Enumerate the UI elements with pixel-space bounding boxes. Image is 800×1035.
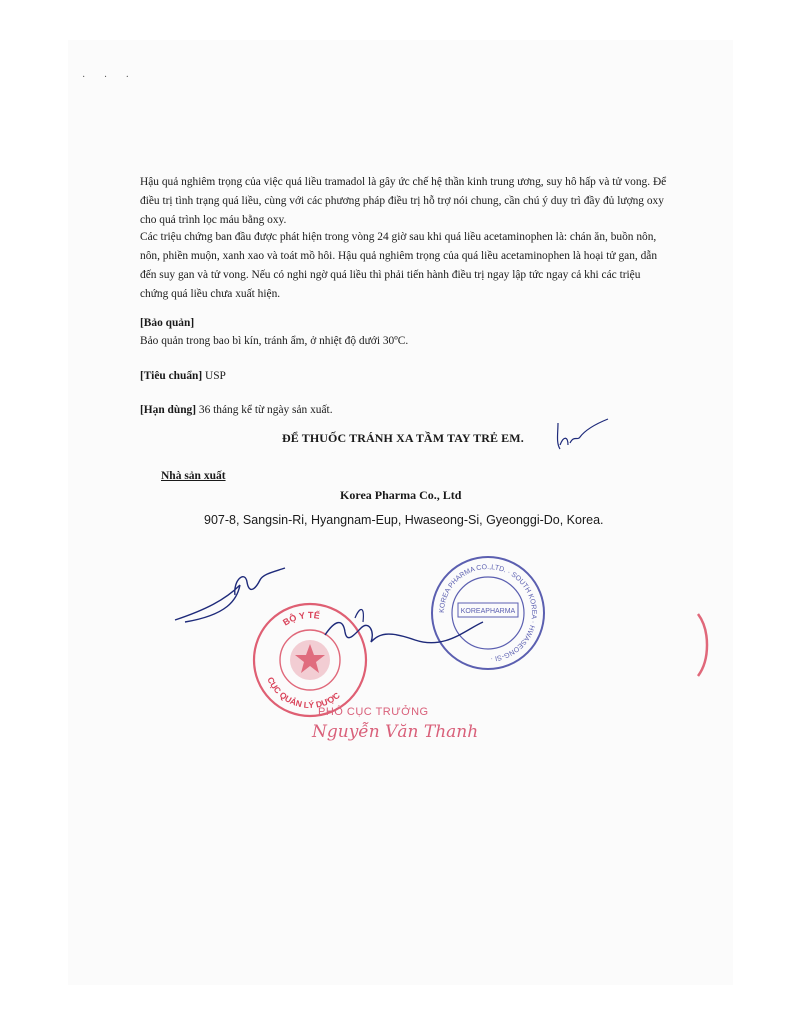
ministry-stamp-bottom-text: CỤC QUẢN LÝ DƯỢC: [265, 675, 342, 711]
manufacturer-label: Nhà sản xuất: [161, 470, 226, 482]
manufacturer-name: Korea Pharma Co., Ltd: [340, 488, 462, 502]
standard-line: [140, 367, 670, 386]
child-warning: ĐỂ THUỐC TRÁNH XA TẦM TAY TRẺ EM.: [282, 431, 524, 445]
signatory-name: Nguyễn Văn Thanh: [312, 722, 479, 742]
standard-heading: [Tiêu chuẩn]: [140, 370, 203, 382]
overdose-tramadol-paragraph: Hậu quả nghiêm trọng của việc quá liều tramadol là gây ức chế hệ thần kinh trung ương, suy hô hấp và tử vong. Để điều trị tình trạng quá liều, cùng với các phương pháp điều trị hỗ trợ nói chung, cần chú ý duy trì đầy đủ lượng oxy cho quá trình lọc máu bằng oxy.: [140, 176, 667, 226]
right-edge-stamp-fragment: [694, 610, 714, 680]
ministry-stamp-top-text: BỘ Y TẾ: [281, 609, 321, 628]
scan-dots: · · ·: [82, 72, 137, 83]
shelf-life-heading: [Hạn dùng]: [140, 404, 197, 416]
director-signature: [165, 560, 485, 670]
storage-text: Bảo quản trong bao bì kín, tránh ẩm, ở nhiệt độ dưới 30ºC.: [140, 335, 409, 347]
manufacturer-address: 907-8, Sangsin-Ri, Hyangnam-Eup, Hwaseong-Si, Gyeonggi-Do, Korea.: [204, 513, 604, 527]
storage-heading: [Bảo quản]: [140, 317, 195, 329]
signatory-title: PHÓ CỤC TRƯỞNG: [318, 706, 429, 718]
standard-text: USP: [202, 370, 226, 382]
company-seal-logo: KOREAPHARMA: [460, 608, 516, 615]
initials-signature: [552, 415, 612, 455]
overdose-acetaminophen-paragraph: Các triệu chứng ban đầu được phát hiện trong vòng 24 giờ sau khi quá liều acetaminophen là: chán ăn, buồn nôn, nôn, phiền muộn, xanh xao và toát mồ hôi. Hậu quả nghiêm trọng của quá liều acetaminophen là hoại tử gan, dẫn đến suy gan và tử vong. Nếu có nghi ngờ quá liều thì phải tiến hành điều trị ngay lập tức ngay cả khi các triệu chứng quá liều chưa xuất hiện.: [140, 231, 658, 300]
shelf-life-text: 36 tháng kể từ ngày sản xuất.: [196, 404, 333, 416]
company-seal-ring-text: KOREA PHARMA CO.,LTD. · SOUTH KOREA · HWASEONG-SI ·: [438, 563, 538, 662]
